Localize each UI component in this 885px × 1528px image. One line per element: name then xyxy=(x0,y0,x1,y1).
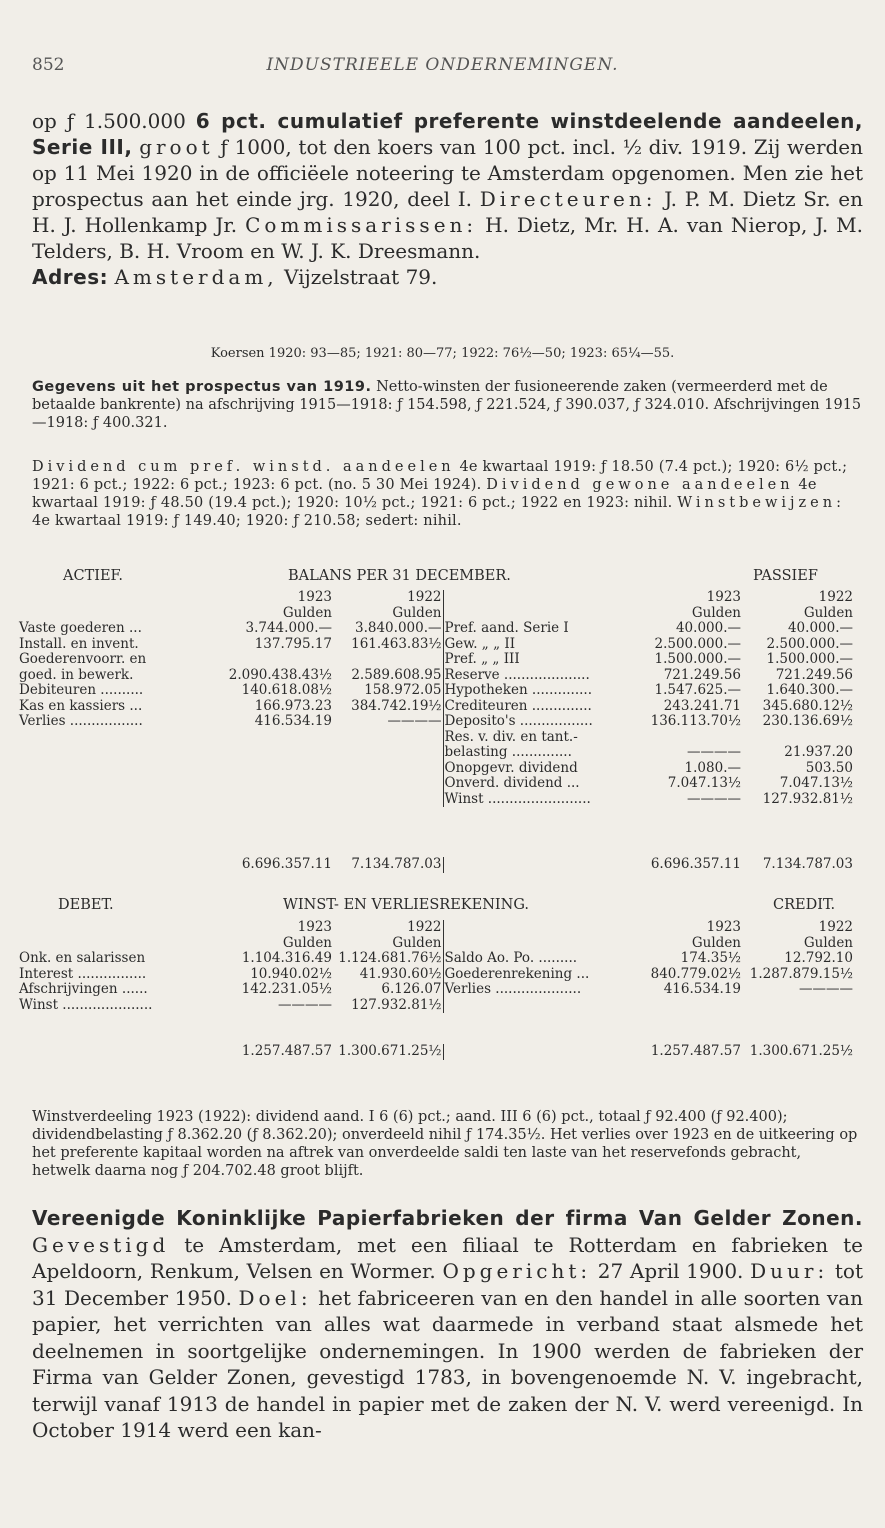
row-label xyxy=(443,998,630,1014)
wv-row xyxy=(18,982,854,998)
wv-row xyxy=(18,998,854,1014)
value-1922 xyxy=(333,730,443,746)
value-1923: ———— xyxy=(687,744,741,760)
value-1923: 2.090.438.43½ xyxy=(228,666,332,683)
gegevens-text: Netto-winsten der fusioneerende zaken (vermeerderd met de betaalde bankrente) na afschrijving 1915—1918: ƒ 154.598, ƒ 221.524, ƒ 390.037, ƒ 324.010. Afschrijvingen 1915—1918: ƒ 400.321. xyxy=(32,379,862,431)
row-label: Install. en invent. xyxy=(19,635,139,652)
value-1922: 503.50 xyxy=(805,759,853,776)
value-1922: 41.930.60½ xyxy=(359,965,442,982)
balans-row xyxy=(18,637,854,653)
value-1923 xyxy=(218,745,333,761)
row-label: Interest ................ xyxy=(19,965,147,982)
row-label xyxy=(18,792,218,808)
gevestigd-text: te Amsterdam, met een filiaal te Rotterdam en fabrieken te Apeldoorn, Renkum, Velsen en Wormer. xyxy=(32,1232,863,1283)
dividend-pref-text: 4e kwartaal 1919: ƒ 18.50 (7.4 pct.); 1920: 6½ pct.; 1921: 6 pct.; 1922: 6 pct.; 1923: 6 pct. (no. 5 30 Mei 1924). xyxy=(32,459,848,493)
value-1922: 40.000.— xyxy=(787,620,853,636)
balans-row xyxy=(18,761,854,777)
winstbewijzen-text: 4e kwartaal 1919: ƒ 149.40; 1920: ƒ 210.58; sedert: nihil. xyxy=(32,513,462,529)
value-1922: 384.742.19½ xyxy=(351,697,442,714)
value-1922: 2.500.000.— xyxy=(766,635,853,652)
balans-totals xyxy=(18,857,854,873)
row-label xyxy=(18,745,218,761)
balans-row xyxy=(18,668,854,684)
doel-text: het fabriceeren van en den handel in alle soorten van papier, het verrichten van alles wat daarmede in verband staat alsmede het deelnemen in soortgelijke ondernemingen. In 1900 werden de fabrieken der Firma van Gelder Zonen, gevestigd 1783, in bovengenoemde N. V. ingebracht, terwijl vanaf 1913 de handel in papier met de zaken der N. V. werd vereenigd. In October 1914 werd een kan- xyxy=(32,1285,863,1442)
value-1922: 7.047.13½ xyxy=(779,775,853,791)
row-label: Goederenvoorr. en xyxy=(19,651,147,667)
year-label: 1922 xyxy=(407,919,442,935)
total-1923: 1.257.487.57 xyxy=(650,1043,741,1059)
page-header xyxy=(30,55,855,85)
value-1922: 230.136.69½ xyxy=(762,713,853,729)
dividend-gewone-label: Dividend gewone aandeelen xyxy=(486,477,794,493)
value-1923 xyxy=(218,776,333,792)
unit-label: Gulden xyxy=(691,604,741,621)
unit-label: Gulden xyxy=(282,934,332,951)
row-label: Reserve .................... xyxy=(443,668,630,684)
value-1923: 7.047.13½ xyxy=(667,775,741,791)
row-label: goed. in bewerk. xyxy=(19,666,134,683)
value-1923: 1.080.— xyxy=(684,759,741,776)
value-1923: 1.104.316.49 xyxy=(241,950,332,966)
row-label xyxy=(18,761,218,777)
gegevens-heading: Gegevens uit het prospectus van 1919. xyxy=(32,379,372,395)
total-1922: 7.134.787.03 xyxy=(351,856,442,872)
value-1923: 840.779.02½ xyxy=(650,965,741,982)
year-label: 1922 xyxy=(407,589,442,605)
value-1922: 2.589.608.95 xyxy=(351,666,442,683)
row-label: Kas en kassiers ... xyxy=(19,697,143,714)
adres-city: Amsterdam, xyxy=(114,265,278,289)
value-1923: ———— xyxy=(687,790,741,807)
intro-rest: ƒ 1000, tot den koers van 100 pct. incl. ½ div. 1919. Zij werden op 11 Mei 1920 in de officiëele noteering te Amsterdam opgenomen. Men zie het prospectus aan het einde jrg. 1920, deel I. xyxy=(32,135,864,211)
row-label: Winst ..................... xyxy=(19,996,153,1013)
value-1923: 416.534.19 xyxy=(663,981,741,997)
balans-body xyxy=(18,590,854,807)
value-1923 xyxy=(630,998,742,1014)
opgericht-text: 27 April 1900. xyxy=(597,1259,744,1283)
value-1922: ———— xyxy=(387,713,442,729)
gevestigd-label: Gevestigd xyxy=(32,1232,170,1257)
value-1922 xyxy=(742,998,854,1014)
total-1923: 1.257.487.57 xyxy=(241,1043,332,1059)
wv-row xyxy=(18,951,854,967)
row-label: Goederenrekening ... xyxy=(443,967,630,983)
value-1923: 174.35½ xyxy=(680,950,741,966)
balans-unit-row xyxy=(18,606,854,622)
intro-amount: ƒ 1.500.000 xyxy=(66,109,186,133)
value-1922 xyxy=(333,745,443,761)
dividend-paragraph xyxy=(32,458,863,530)
year-label: 1922 xyxy=(818,919,853,935)
value-1923: 40.000.— xyxy=(675,620,741,636)
wv-title: WINST- EN VERLIESREKENING. xyxy=(283,897,529,913)
value-1922: 1.640.300.— xyxy=(766,682,853,698)
balans-row xyxy=(18,652,854,668)
company-name: Vereenigde Koninklijke Papierfabrieken der firma Van Gelder Zonen. xyxy=(32,1206,863,1230)
value-1923 xyxy=(218,652,333,668)
row-label: Debiteuren .......... xyxy=(19,682,144,698)
value-1922: 161.463.83½ xyxy=(351,635,442,652)
wv-totals xyxy=(18,1044,854,1060)
balans-year-row xyxy=(18,590,854,606)
value-1923: 10.940.02½ xyxy=(250,965,332,982)
value-1922: ———— xyxy=(799,981,853,997)
value-1923: 136.113.70½ xyxy=(650,713,741,729)
value-1922: 158.972.05 xyxy=(364,682,442,698)
value-1923: 721.249.56 xyxy=(663,666,741,683)
row-label: Onverd. dividend ... xyxy=(443,776,630,792)
year-label: 1923 xyxy=(297,919,332,935)
unit-label: Gulden xyxy=(691,934,741,951)
value-1923: 1.547.625.— xyxy=(654,682,741,698)
balans-row xyxy=(18,714,854,730)
value-1922: 6.126.07 xyxy=(381,981,442,997)
running-title: INDUSTRIEELE ONDERNEMINGEN. xyxy=(266,55,619,75)
balans-row xyxy=(18,621,854,637)
value-1922 xyxy=(333,652,443,668)
value-1923: ———— xyxy=(278,996,332,1013)
value-1922: 12.792.10 xyxy=(784,950,853,966)
value-1922 xyxy=(742,730,854,746)
year-label: 1923 xyxy=(706,589,741,605)
balans-row xyxy=(18,745,854,761)
row-label: belasting .............. xyxy=(443,745,630,761)
value-1923 xyxy=(218,730,333,746)
unit-label: Gulden xyxy=(392,934,442,951)
directeuren-label: Directeuren: xyxy=(479,187,657,211)
opgericht-label: Opgericht: xyxy=(442,1259,592,1283)
value-1922 xyxy=(333,792,443,808)
adres-street: Vijzelstraat 79. xyxy=(284,265,438,289)
total-1922: 1.300.671.25½ xyxy=(749,1043,853,1059)
wv-left-title: DEBET. xyxy=(58,897,114,913)
value-1922: 127.932.81½ xyxy=(762,790,853,807)
commissarissen-label: Commissarissen: xyxy=(245,213,478,237)
winstverdeeling-paragraph: Winstverdeeling 1923 (1922): dividend aand. I 6 (6) pct.; aand. III 6 (6) pct., totaal ƒ 92.400 (ƒ 92.400); dividendbelasting ƒ 8.362.20 (ƒ 8.362.20); onverdeeld nihil ƒ 174.35½. Het verlies over 1923 en de uitkeering op het preferente kapitaal worden na aftrek van onverdeelde saldi ten laste van het reservefonds gebracht, hetwelk daarna nog ƒ 204.702.48 groot blijft. xyxy=(32,1109,858,1179)
unit-label: Gulden xyxy=(392,604,442,621)
wv-caption xyxy=(18,897,854,917)
row-label: Verlies ................. xyxy=(19,713,143,729)
value-1922: 3.840.000.— xyxy=(355,620,442,636)
unit-label: Gulden xyxy=(803,604,853,621)
row-label: Onopgevr. dividend xyxy=(443,761,630,777)
row-label xyxy=(18,730,218,746)
duur-label: Duur: xyxy=(750,1259,829,1283)
balans-row xyxy=(18,683,854,699)
balans-row xyxy=(18,730,854,746)
value-1923: 166.973.23 xyxy=(254,697,332,714)
row-label: Pref. aand. Serie I xyxy=(443,621,630,637)
value-1923: 3.744.000.— xyxy=(245,620,332,636)
balans-table xyxy=(18,590,854,807)
balans-row xyxy=(18,776,854,792)
value-1923: 137.795.17 xyxy=(254,635,332,652)
balans-left-title: ACTIEF. xyxy=(63,568,123,584)
total-1923: 6.696.357.11 xyxy=(650,856,741,872)
wv-body xyxy=(18,920,854,1013)
wv-total-row xyxy=(18,1044,854,1060)
page-number: 852 xyxy=(32,55,65,75)
row-label: Res. v. div. en tant.- xyxy=(443,730,630,746)
wv-row xyxy=(18,967,854,983)
value-1923: 243.241.71 xyxy=(663,697,741,714)
value-1922: 1.124.681.76½ xyxy=(338,950,442,966)
dividend-pref-label: Dividend cum pref. winstd. aandeelen xyxy=(32,459,455,475)
koersen-line: Koersen 1920: 93—85; 1921: 80—77; 1922: 76½—50; 1923: 65¼—55. xyxy=(210,346,675,361)
intro-pre: op xyxy=(32,109,57,133)
intro-groot-label: groot xyxy=(139,135,214,159)
doel-label: Doel: xyxy=(238,1285,312,1310)
value-1923: 140.618.08½ xyxy=(241,682,332,698)
balans-right-title: PASSIEF xyxy=(753,568,818,584)
wv-unit-row xyxy=(18,936,854,952)
balans-caption xyxy=(18,568,854,588)
row-label: Pref. „ „ III xyxy=(443,652,630,668)
value-1923: 2.500.000.— xyxy=(654,635,741,652)
dividend-gewone-text: 4e kwartaal 1919: ƒ 48.50 (19.4 pct.); 1920: 10½ pct.; 1921: 6 pct.; 1922 en 1923: nihil. xyxy=(32,477,817,511)
unit-label: Gulden xyxy=(282,604,332,621)
row-label xyxy=(18,776,218,792)
adres-label: Adres: xyxy=(32,265,109,289)
gegevens-paragraph xyxy=(32,378,863,432)
row-label: Verlies .................... xyxy=(443,982,630,998)
value-1922: 21.937.20 xyxy=(784,744,853,760)
row-label: Winst ........................ xyxy=(443,792,630,808)
balans-title: BALANS PER 31 DECEMBER. xyxy=(288,568,511,584)
directeuren-names: J. P. M. Dietz Sr. en H. J. Hollenkamp Jr. xyxy=(32,187,864,237)
winstbewijzen-label: Winstbewijzen: xyxy=(677,495,845,511)
value-1922 xyxy=(333,776,443,792)
value-1923: 416.534.19 xyxy=(254,713,332,729)
value-1922: 721.249.56 xyxy=(775,666,853,683)
year-label: 1922 xyxy=(818,589,853,605)
row-label: Onk. en salarissen xyxy=(19,950,146,966)
year-label: 1923 xyxy=(297,589,332,605)
unit-label: Gulden xyxy=(803,934,853,951)
year-label: 1923 xyxy=(706,919,741,935)
value-1923: 142.231.05½ xyxy=(241,981,332,997)
wv-right-title: CREDIT. xyxy=(773,897,836,913)
value-1922: 1.287.879.15½ xyxy=(749,965,853,982)
company-paragraph xyxy=(32,1205,863,1444)
value-1922 xyxy=(333,761,443,777)
row-label: Afschrijvingen ...... xyxy=(19,981,148,997)
value-1922: 1.500.000.— xyxy=(766,651,853,667)
duur-text: tot 31 December 1950. xyxy=(32,1259,863,1310)
total-1922: 1.300.671.25½ xyxy=(338,1043,442,1059)
value-1923 xyxy=(218,761,333,777)
row-label: Vaste goederen ... xyxy=(19,620,142,636)
wv-year-row xyxy=(18,920,854,936)
row-label: Gew. „ „ II xyxy=(443,637,630,653)
balans-total-row xyxy=(18,857,854,873)
balans-row xyxy=(18,699,854,715)
total-1923: 6.696.357.11 xyxy=(241,856,332,872)
intro-bold: 6 pct. cumulatief preferente winstdeelende aandeelen, Serie III, xyxy=(32,109,863,159)
row-label: Hypotheken .............. xyxy=(443,683,630,699)
value-1922: 345.680.12½ xyxy=(762,697,853,714)
wv-table xyxy=(18,920,854,1013)
intro-paragraph xyxy=(32,108,863,290)
total-1922: 7.134.787.03 xyxy=(762,856,853,872)
balans-row xyxy=(18,792,854,808)
value-1923 xyxy=(218,792,333,808)
row-label: Crediteuren .............. xyxy=(443,699,630,715)
commissarissen-names: H. Dietz, Mr. H. A. van Nierop, J. M. Telders, B. H. Vroom en W. J. K. Dreesmann. xyxy=(32,213,864,263)
value-1923: 1.500.000.— xyxy=(654,651,741,667)
value-1922: 127.932.81½ xyxy=(351,996,442,1013)
row-label: Saldo Ao. Po. ......... xyxy=(443,951,630,967)
row-label: Deposito's ................. xyxy=(443,714,630,730)
value-1923 xyxy=(630,730,742,746)
